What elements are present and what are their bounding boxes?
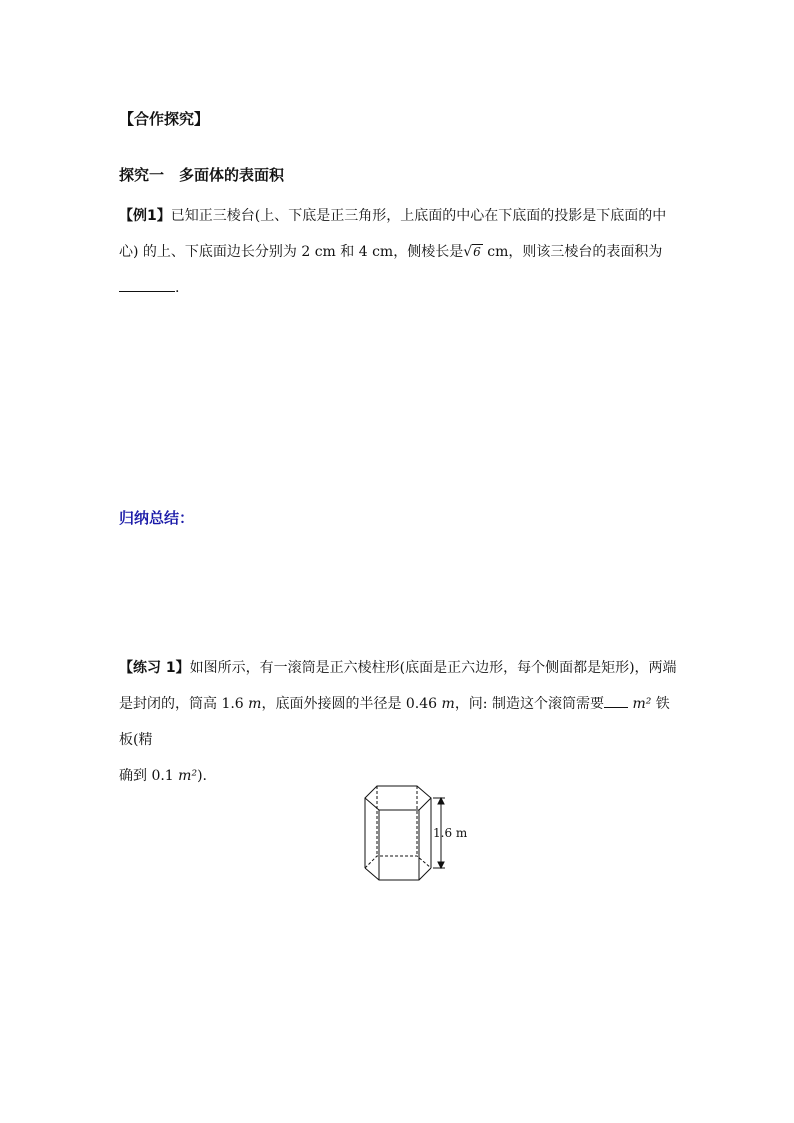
unit-m-2: m bbox=[441, 696, 455, 712]
sqrt-expression: √6 bbox=[463, 244, 481, 260]
unit-m2-2: m² bbox=[178, 768, 198, 784]
exercise-tag: 【练习 1】 bbox=[119, 660, 190, 676]
exercise-line-2 bbox=[119, 686, 679, 758]
subtitle: 探究一 多面体的表面积 bbox=[119, 166, 285, 184]
example-line-1 bbox=[119, 198, 679, 234]
unit-m-1: m bbox=[248, 696, 262, 712]
exercise-line-1 bbox=[119, 650, 679, 686]
example-text-3: . bbox=[175, 280, 180, 296]
prism-solid-edges bbox=[365, 786, 431, 880]
answer-blank-2 bbox=[604, 695, 628, 708]
exercise-text-3a: 确到 0.1 bbox=[119, 768, 179, 784]
example-line-3 bbox=[119, 270, 679, 306]
sqrt-radicand: 6 bbox=[473, 245, 481, 259]
exercise-text-2b: ，底面外接圆的半径是 0.46 bbox=[261, 696, 442, 712]
answer-blank bbox=[119, 279, 175, 292]
summary-label: 归纳总结： bbox=[119, 509, 195, 527]
prism-hidden-edges bbox=[365, 786, 431, 868]
example-tag: 【例1】 bbox=[119, 208, 171, 224]
unit-m2-1: m² bbox=[632, 696, 652, 712]
height-label: 1.6 m bbox=[433, 826, 468, 840]
exercise-text-3b: ). bbox=[197, 768, 207, 784]
exercise-text-2d: 铁板(精 bbox=[119, 696, 670, 748]
section-title: 【合作探究】 bbox=[119, 110, 210, 128]
exercise-text-2a: 是封闭的，筒高 1.6 bbox=[119, 696, 249, 712]
example-line-2 bbox=[119, 234, 679, 270]
exercise-text-1: 如图所示，有一滚筒是正六棱柱形(底面是正六边形，每个侧面都是矩形)，两端 bbox=[189, 660, 677, 676]
example-1 bbox=[119, 198, 679, 306]
example-text-2a: 心) 的上、下底面边长分别为 2 cm 和 4 cm，侧棱长是 bbox=[119, 244, 464, 260]
example-text-2b: cm，则该三棱台的表面积为 bbox=[482, 244, 663, 260]
hexagonal-prism-figure bbox=[355, 780, 475, 890]
exercise-1 bbox=[119, 650, 679, 794]
example-text-1: 已知正三棱台(上、下底是正三角形，上底面的中心在下底面的投影是下底面的中 bbox=[170, 208, 667, 224]
exercise-text-2c: ，问: 制造这个滚筒需要 bbox=[454, 696, 604, 712]
